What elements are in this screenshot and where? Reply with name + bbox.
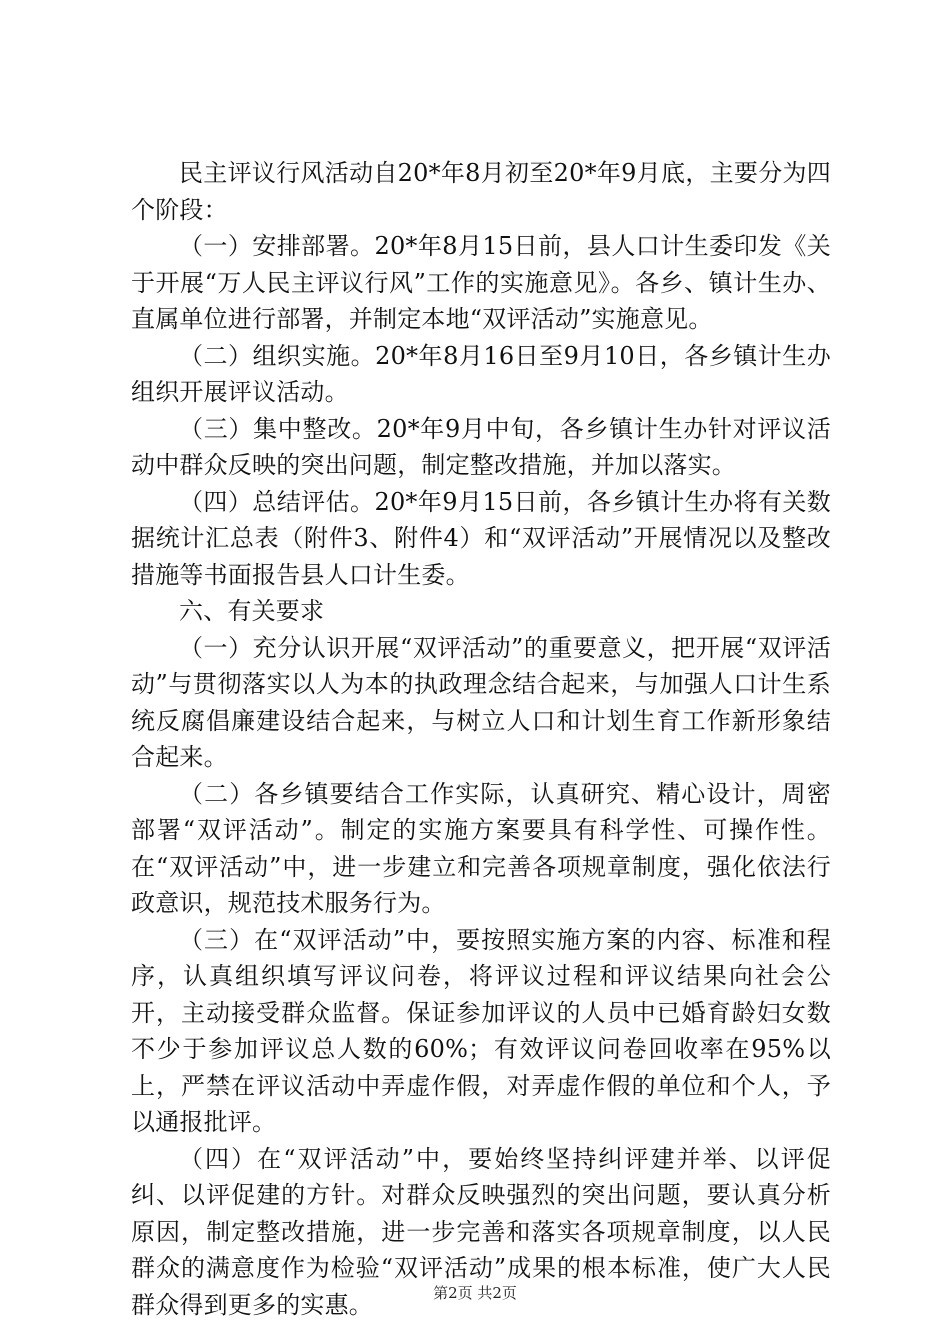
paragraph-stage-1: （一）安排部署。20*年8月15日前，县人口计生委印发《关于开展“万人民主评议行风”工作的实施意见》。各乡、镇计生办、直属单位进行部署，并制定本地“双评活动”实施意见。 (131, 232, 831, 333)
document-body (131, 155, 831, 1323)
paragraph-requirement-4: （四）在“双评活动”中，要始终坚持纠评建并举、以评促纠、以评促建的方针。对群众反映强烈的突出问题，要认真分析原因，制定整改措施，进一步完善和落实各项规章制度，以人民群众的满意度作为检验“双评活动”成果的根本标准，使广大人民群众得到更多的实惠。 (131, 1144, 831, 1319)
page-footer: 第2页 共2页 (433, 1284, 517, 1302)
section-heading-requirements: 六、有关要求 (179, 597, 325, 625)
paragraph-requirement-3: （三）在“双评活动”中，要按照实施方案的内容、标准和程序，认真组织填写评议问卷，将评议过程和评议结果向社会公开，主动接受群众监督。保证参加评议的人员中已婚育龄妇女数不少于参加评议总人数的60%；有效评议问卷回收率在95%以上，严禁在评议活动中弄虚作假，对弄虚作假的单位和个人，予以通报批评。 (131, 925, 831, 1136)
paragraph-stage-3: （三）集中整改。20*年9月中旬，各乡镇计生办针对评议活动中群众反映的突出问题，制定整改措施，并加以落实。 (131, 414, 831, 479)
paragraph-stage-2: （二）组织实施。20*年8月16日至9月10日，各乡镇计生办组织开展评议活动。 (131, 341, 831, 406)
paragraph-stages-intro: 民主评议行风活动自20*年8月初至20*年9月底，主要分为四个阶段： (131, 159, 831, 224)
paragraph-requirement-2: （二）各乡镇要结合工作实际，认真研究、精心设计，周密部署“双评活动”。制定的实施方案要具有科学性、可操作性。在“双评活动”中，进一步建立和完善各项规章制度，强化依法行政意识，规范技术服务行为。 (131, 779, 831, 917)
paragraph-requirement-1: （一）充分认识开展“双评活动”的重要意义，把开展“双评活动”与贯彻落实以人为本的执政理念结合起来，与加强人口计生系统反腐倡廉建设结合起来，与树立人口和计划生育工作新形象结合起来。 (131, 633, 831, 771)
paragraph-stage-4: （四）总结评估。20*年9月15日前，各乡镇计生办将有关数据统计汇总表（附件3、附件4）和“双评活动”开展情况以及整改措施等书面报告县人口计生委。 (131, 487, 831, 589)
